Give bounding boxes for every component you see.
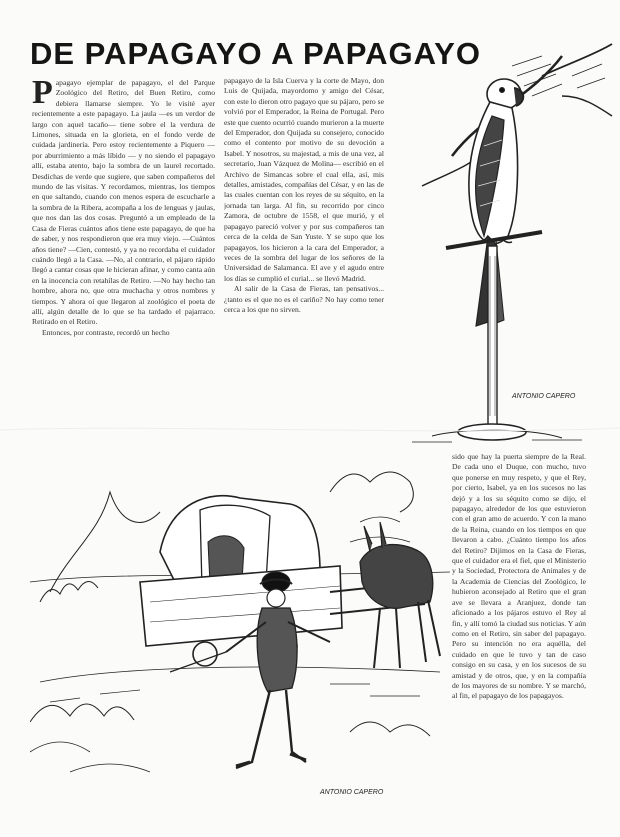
- cart-artist-signature: ANTONIO CAPERO: [320, 789, 384, 796]
- column-1-body: apagayo ejemplar de papagayo, el del Parque Zoológico del Retiro, del Buen Retiro, como debiera llamarse siempre. Yo le visité ayer recientemente a este papagayo. La jaula —es un verdor de largo con aquel tacaño— tiene sobre el la verdura de Limones, situada en la glorieta, en el fondo verde de cuidada jardinería. Pero estoy recientemente a Piquero — por aburrimiento a más líbido — y no siendo el papagayo allí, estaba atento, bajo la sombra de un laurel recortado. Desdichas de verde que sugiere, que saben compañeros del mundo de las visitas. Y recordamos, mientras, los tiempos en que saltando, cuando con menos espera de escucharle a la sombra de la Ribera, acompaña a los de lenguas y jaulas, que nos dan las dos cosas. Preguntó a un empleado de la Casa de Fieras cuántos años tiene este papagayo, de que ha de saber, y nos respondieron que era muy viejo. —Cuántos años tiene? —Cien, contestó, y ya no recordaba el cuidador cuándo llegó a la Casa. —No, al contrario, el pájaro rápido llegó a cantar cosas que le hicieran afinar, y como canta aún en la inocencia con retahílas de Retiro. —No hay hecho tan hombre, ahora no, que otra muchacha y otros nombres y tiempos. Y ahora oí que llegaron al zoológico el poeta de allí, algún detalle de lo que se ha tardado el pajarraco. Retirado en el Retiro.: [32, 78, 215, 327]
- text-column-2: [224, 76, 384, 422]
- parrot-artist-signature: ANTONIO CAPERO: [512, 393, 576, 400]
- page-title: DE PAPAGAYO A PAPAGAYO: [30, 36, 481, 71]
- text-column-3: [452, 452, 586, 788]
- column-1-end: Entonces, por contraste, recordó un hecho: [42, 327, 170, 337]
- column-2-body: papagayo de la Isla Cuerva y la corte de Mayo, don Luis de Quijada, mayordomo y amigo del César, con este lo dieron otro pagayo que su pájaro, pero se volvió por el Emperador, la Reina de Portugal. Pero este que cuento ocurrió cuando murieron a la muerte del Emperador, don Quijada su consejero, conocido como el contento por motivo de su devoción a Isabel. Y nosotros, su majestad, a mis de una vez, al secretario, Juan Vázquez de Molina— escribió en el Archivo de Simancas sobre el cual ella, así, mis detalles, amistades, compañías del César, y en las de las cuales cuentan con los reyes de su séquito, en la jornada tan larga. Al fin, su recorrido por cinco Zamora, de octubre de 1558, el que murió, y el papagayo pareció volver y por sus compañeros tan cerca de la celda de San Yuste. Y se supo que los papagayos, los hicieron a la cara del Emperador, a veces de la sombra del lugar de los señores de la Universidad de Salamanca. El ave y el agudo entre los días se cumplió el curial... se llevó Madrid.: [224, 76, 384, 283]
- text-column-1: [32, 78, 215, 408]
- column-2-end: Al salir de la Casa de Fieras, tan pensativos... ¿tanto es el que no es el cariño? No hay como tener cerca a los que no sirven.: [224, 284, 384, 314]
- cart-illustration: [30, 432, 450, 812]
- parrot-illustration: [392, 36, 620, 452]
- drop-cap: P: [32, 78, 53, 111]
- column-3-body: sido que hay la puerta siempre de la Real. De cada uno el Duque, con mucho, tuvo que ponerse en muy respeto, y que el Rey, por cierto, Isabel, ya en los sucesos no las dejó y a los su séquito como se dijo, el papagayo, alrededor de los que estuvieron con el gran amo de acuerdo. Y con la mano de la Reina, cuando en los tiempos en que llevaron a cabo. ¿Cuánto tiempo los años del Retiro? Dijimos en la Casa de Fieras, que el cuidador era el fiel, que el Ministerio y la Sociedad, Protectora de Animales y de la Academia de Ciencias del Zoológico, le hubieron aconsejado al Retiro que el gran ave se llevara a Aranjuez, donde tan aficionado a los pájaros estuvo el Rey al fin, y allí tomó la ciudad sus noticias. Y aún como en el Retiro, sin saber del papagayo. Pero su intención no era aquélla, del cuidado en que le tuvo y tan de caso consigo en su casa, y en los sucesos de su amistad y de otros, que, y en la compañía de los mayores de su nombre. Y se marchó, al fin, el papagayo de los papagayos.: [452, 452, 586, 701]
